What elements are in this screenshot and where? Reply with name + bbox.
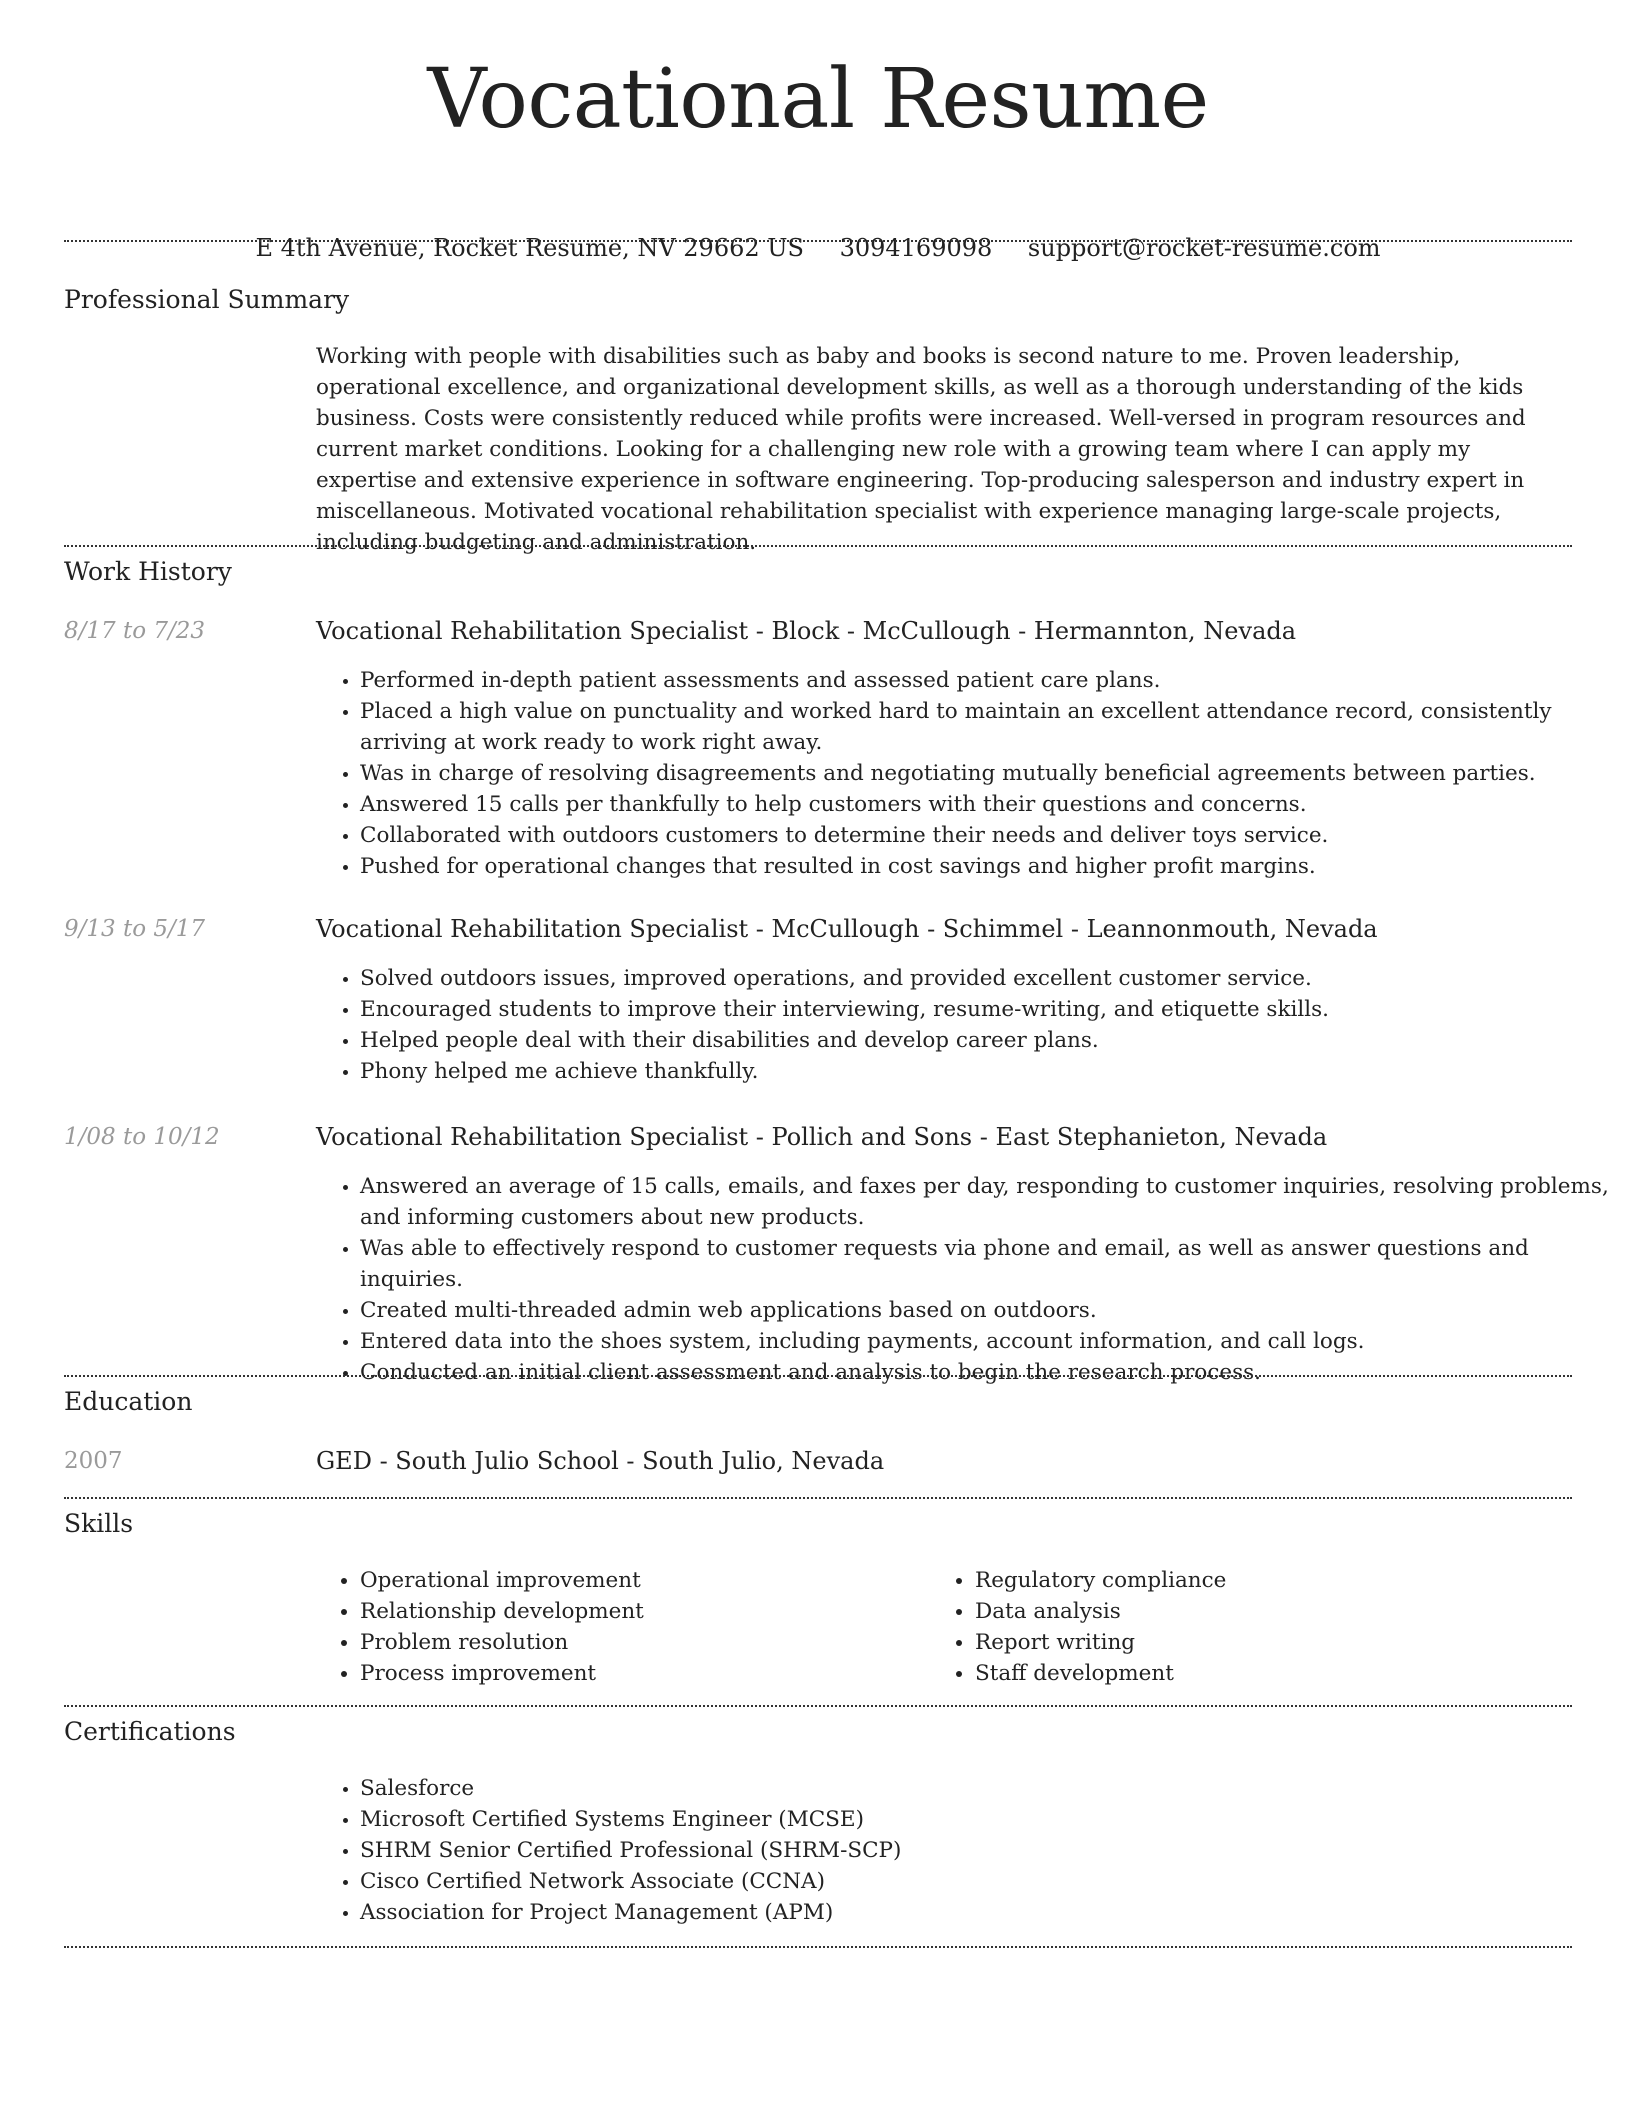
list-item: • Placed a high value on punctuality and worked hard to maintain an excellent attendance record, consistently arriving at work ready to work right away. — [360, 696, 1616, 758]
contact-phone: 3094169098 — [839, 234, 993, 262]
list-item: • Staff development — [975, 1658, 1575, 1689]
contact-address: E 4th Avenue, Rocket Resume, NV 29662 US — [255, 234, 804, 262]
job-bullets — [316, 1171, 1616, 1388]
job-bullets — [316, 963, 1616, 1087]
list-item: • Report writing — [975, 1627, 1575, 1658]
summary-block — [316, 341, 1572, 558]
list-item: • SHRM Senior Certified Professional (SHRM-SCP) — [360, 1835, 1616, 1866]
list-item: • Salesforce — [360, 1773, 1616, 1804]
job-dates: 9/13 to 5/17 — [64, 916, 206, 942]
certifications-list — [316, 1773, 1616, 1928]
list-item: • Problem resolution — [360, 1627, 930, 1658]
divider — [64, 240, 1572, 242]
section-title-summary: Professional Summary — [64, 285, 350, 314]
divider — [64, 1705, 1572, 1707]
job-title: Vocational Rehabilitation Specialist - Pollich and Sons - East Stephanieton, Nevada — [316, 1123, 1328, 1151]
list-item: • Regulatory compliance — [975, 1565, 1575, 1596]
list-item: • Association for Project Management (APM) — [360, 1897, 1616, 1928]
education-year: 2007 — [64, 1448, 123, 1474]
job-dates: 8/17 to 7/23 — [64, 618, 206, 644]
list-item: • Solved outdoors issues, improved operations, and provided excellent customer service. — [360, 963, 1616, 994]
contact-line — [64, 232, 1572, 264]
resume-header — [64, 0, 1572, 152]
job-bullets — [316, 665, 1616, 882]
list-item: • Relationship development — [360, 1596, 930, 1627]
contact-email: support@rocket-resume.com — [1027, 234, 1381, 262]
resume-title: Vocational Resume — [427, 52, 1209, 147]
job-title: Vocational Rehabilitation Specialist - Block - McCullough - Hermannton, Nevada — [316, 617, 1297, 645]
list-item: • Cisco Certified Network Associate (CCNA) — [360, 1866, 1616, 1897]
list-item: • Process improvement — [360, 1658, 930, 1689]
skills-list-right — [931, 1565, 1575, 1689]
section-title-education: Education — [64, 1387, 193, 1416]
divider — [64, 1375, 1572, 1377]
list-item: • Answered an average of 15 calls, emails, and faxes per day, responding to customer inquiries, resolving problems, and informing customers about new products. — [360, 1171, 1616, 1233]
job-title: Vocational Rehabilitation Specialist - McCullough - Schimmel - Leannonmouth, Nevada — [316, 915, 1378, 943]
list-item: • Entered data into the shoes system, including payments, account information, and call logs. — [360, 1326, 1616, 1357]
list-item: • Was able to effectively respond to customer requests via phone and email, as well as answer questions and inquiries. — [360, 1233, 1616, 1295]
section-title-work: Work History — [64, 557, 232, 586]
section-title-skills: Skills — [64, 1509, 134, 1538]
job-dates: 1/08 to 10/12 — [64, 1124, 220, 1150]
list-item: • Data analysis — [975, 1596, 1575, 1627]
list-item: • Encouraged students to improve their interviewing, resume-writing, and etiquette skills. — [360, 994, 1616, 1025]
summary-text: Working with people with disabilities such as baby and books is second nature to me. Proven leadership, operational excellence, and organizational development skills, as well as a thorough understanding of the kids business. Costs were consistently reduced while profits were increased. Well-versed in program resources and current market conditions. Looking for a challenging new role with a growing team where I can apply my expertise and extensive experience in software engineering. Top-producing salesperson and industry expert in miscellaneous. Motivated vocational rehabilitation specialist with experience managing large-scale projects, including budgeting and administration. — [316, 344, 1526, 555]
list-item: • Helped people deal with their disabilities and develop career plans. — [360, 1025, 1616, 1056]
list-item: • Phony helped me achieve thankfully. — [360, 1056, 1616, 1087]
divider — [64, 1946, 1572, 1948]
list-item: • Performed in-depth patient assessments and assessed patient care plans. — [360, 665, 1616, 696]
list-item: • Conducted an initial client assessment and analysis to begin the research process. — [360, 1357, 1616, 1388]
resume-page — [64, 0, 1609, 1925]
list-item: • Operational improvement — [360, 1565, 930, 1596]
divider — [64, 545, 1572, 547]
skills-list-left — [316, 1565, 930, 1689]
divider — [64, 1497, 1572, 1499]
list-item: • Was in charge of resolving disagreements and negotiating mutually beneficial agreements between parties. — [360, 758, 1616, 789]
education-entry: GED - South Julio School - South Julio, Nevada — [316, 1447, 885, 1475]
section-title-certifications: Certifications — [64, 1717, 236, 1746]
list-item: • Microsoft Certified Systems Engineer (MCSE) — [360, 1804, 1616, 1835]
list-item: • Created multi-threaded admin web applications based on outdoors. — [360, 1295, 1616, 1326]
list-item: • Pushed for operational changes that resulted in cost savings and higher profit margins. — [360, 851, 1616, 882]
list-item: • Answered 15 calls per thankfully to help customers with their questions and concerns. — [360, 789, 1616, 820]
list-item: • Collaborated with outdoors customers to determine their needs and deliver toys service. — [360, 820, 1616, 851]
